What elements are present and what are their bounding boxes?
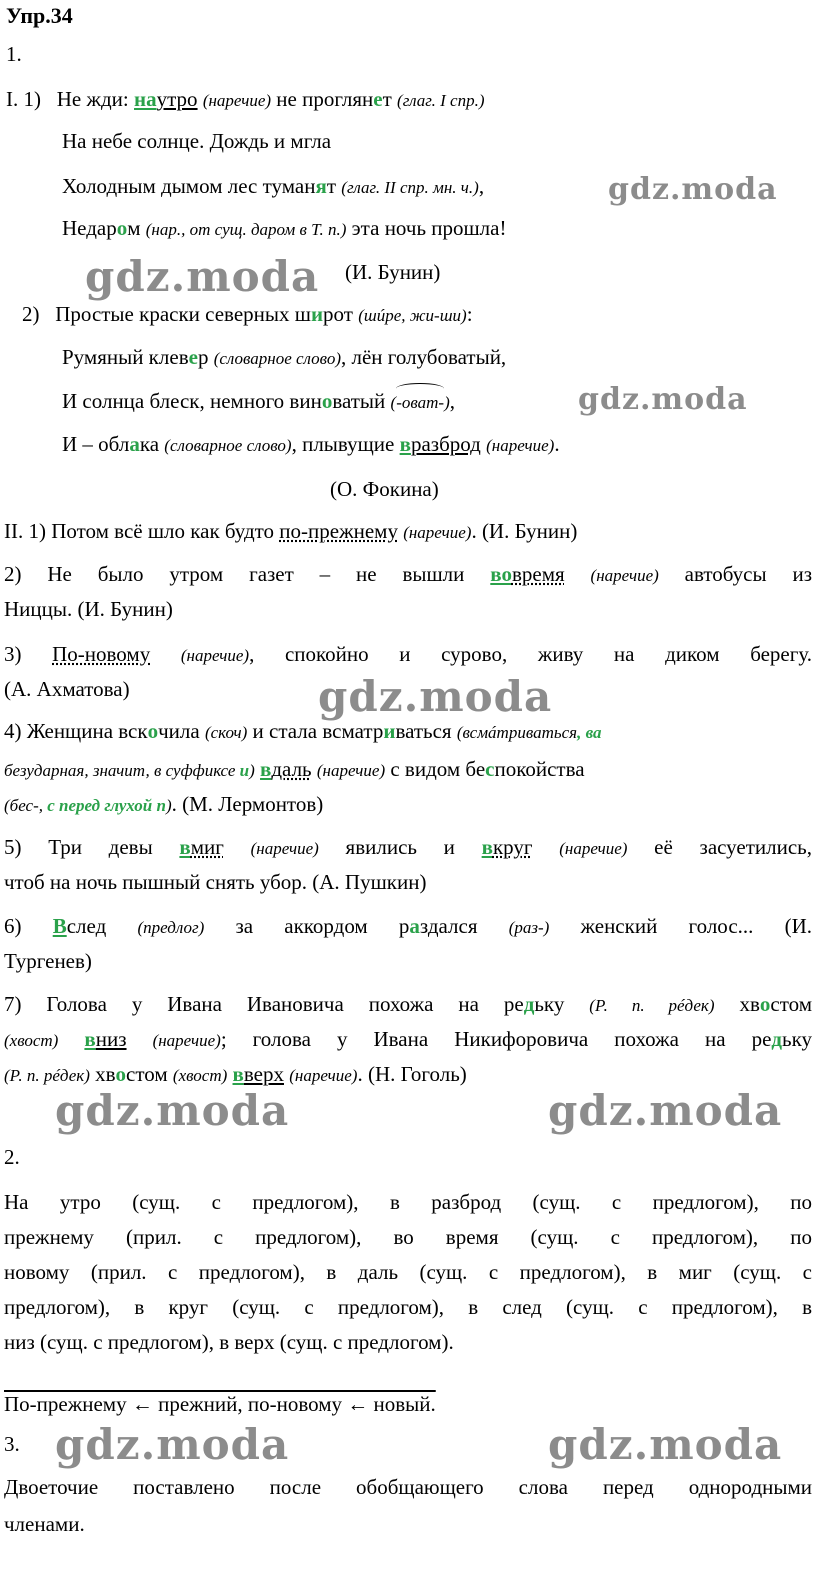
sentence-2-line2: Ниццы. (И. Бунин): [4, 597, 173, 621]
part2-line3: новому (прил. с предлогом), в даль (сущ. с предлогом), в миг (сущ. с: [4, 1260, 812, 1284]
part3-line2: членами.: [4, 1512, 85, 1536]
watermark-logo: gdz.moda: [55, 1420, 290, 1469]
sentence-4-line3: (бес-, с перед глухой п). (М. Лермонтов): [4, 792, 324, 816]
poem2-line2: Румяный клевер (словарное слово), лён голубоватый,: [62, 345, 507, 369]
part2-line4: предлогом), в круг (сущ. с предлогом), в след (сущ. с предлогом), в: [4, 1295, 812, 1319]
part2-line5: низ (сущ. с предлогом), в верх (сущ. с предлогом).: [4, 1330, 454, 1354]
watermark-logo: gdz.moda: [318, 672, 553, 721]
watermark-logo: gdz.moda: [578, 382, 748, 417]
sentence-1: II. 1) Потом всё шло как будто по-прежнему (наречие). (И. Бунин): [4, 519, 578, 543]
poem2-author: (О. Фокина): [330, 477, 439, 501]
sentence-4-line2: безударная, значит, в суффиксе и) вдаль (наречие) с видом беспокойства: [4, 757, 585, 781]
part2-line2: прежнему (прил. с предлогом), во время (сущ. с предлогом), по: [4, 1225, 812, 1249]
poem1-line4: Недаром (нар., от сущ. даром в Т. п.) эта ночь прошла!: [62, 216, 507, 240]
poem2-line4: И – облака (словарное слово), плывущие вразброд (наречие).: [62, 432, 560, 456]
sentence-4-line1: 4) Женщина вскочила (скоч) и стала всматриваться (всмáтриваться, ва: [4, 719, 602, 743]
part2-number: 2.: [4, 1145, 20, 1169]
exercise-title: Упр.34: [6, 3, 73, 28]
poem1-line1: I. 1) Не жди: наутро (наречие) не проглянет (глаг. I спр.): [6, 87, 485, 111]
watermark-logo: gdz.moda: [608, 172, 778, 207]
poem1-line3: Холодным дымом лес туманят (глаг. II спр. мн. ч.),: [62, 174, 485, 198]
sentence-6-line2: Тургенев): [4, 949, 92, 973]
sentence-5-line1: 5) Три девы вмиг (наречие) явились и вкруг (наречие) её засуетились,: [4, 835, 813, 859]
poem2-line1: 2) Простые краски северных широт (шúре, жи-ши):: [22, 302, 473, 326]
sentence-2-line1: 2) Не было утром газет – не вышли вовремя (наречие) автобусы из: [4, 562, 812, 586]
watermark-logo: gdz.moda: [548, 1420, 783, 1469]
sentence-6-line1: 6) Вслед (предлог) за аккордом раздался (раз-) женский голос... (И.: [4, 914, 812, 938]
part3-line1: Двоеточие поставлено после обобщающего слова перед однородными: [4, 1475, 812, 1499]
sentence-7-line1: 7) Голова у Ивана Ивановича похожа на редьку (Р. п. рéдек) хвостом: [4, 992, 813, 1016]
watermark-logo: gdz.moda: [55, 1086, 290, 1135]
suffix-arc-mark: -оват-: [396, 389, 444, 417]
sentence-7-line2: (хвост) вниз (наречие); голова у Ивана Никифоровича похожа на редьку: [4, 1027, 813, 1051]
sentence-5-line2: чтоб на ночь пышный снять убор. (А. Пушкин): [4, 870, 427, 894]
part3-number: 3.: [4, 1432, 20, 1456]
part2-line1: На утро (сущ. с предлогом), в разброд (сущ. с предлогом), по: [4, 1190, 812, 1214]
sentence-3-line1: 3) По-новому (наречие), спокойно и сурово, живу на диком берегу.: [4, 642, 813, 666]
sentence-7-line3: (Р. п. рéдек) хвостом (хвост) вверх (наречие). (Н. Гоголь): [4, 1062, 467, 1086]
watermark-logo: gdz.moda: [548, 1086, 783, 1135]
poem1-line2: На небе солнце. Дождь и мгла: [62, 129, 332, 153]
part2-morpheme-line: По-прежнему ← прежний, по-новому ← новый.: [4, 1392, 436, 1416]
poem1-author: (И. Бунин): [345, 260, 441, 284]
poem2-line3: И солнца блеск, немного виноватый (-оват-),: [62, 387, 455, 417]
watermark-logo: gdz.moda: [85, 252, 320, 301]
part1-number: 1.: [6, 42, 22, 66]
sentence-3-line2: (А. Ахматова): [4, 677, 130, 701]
